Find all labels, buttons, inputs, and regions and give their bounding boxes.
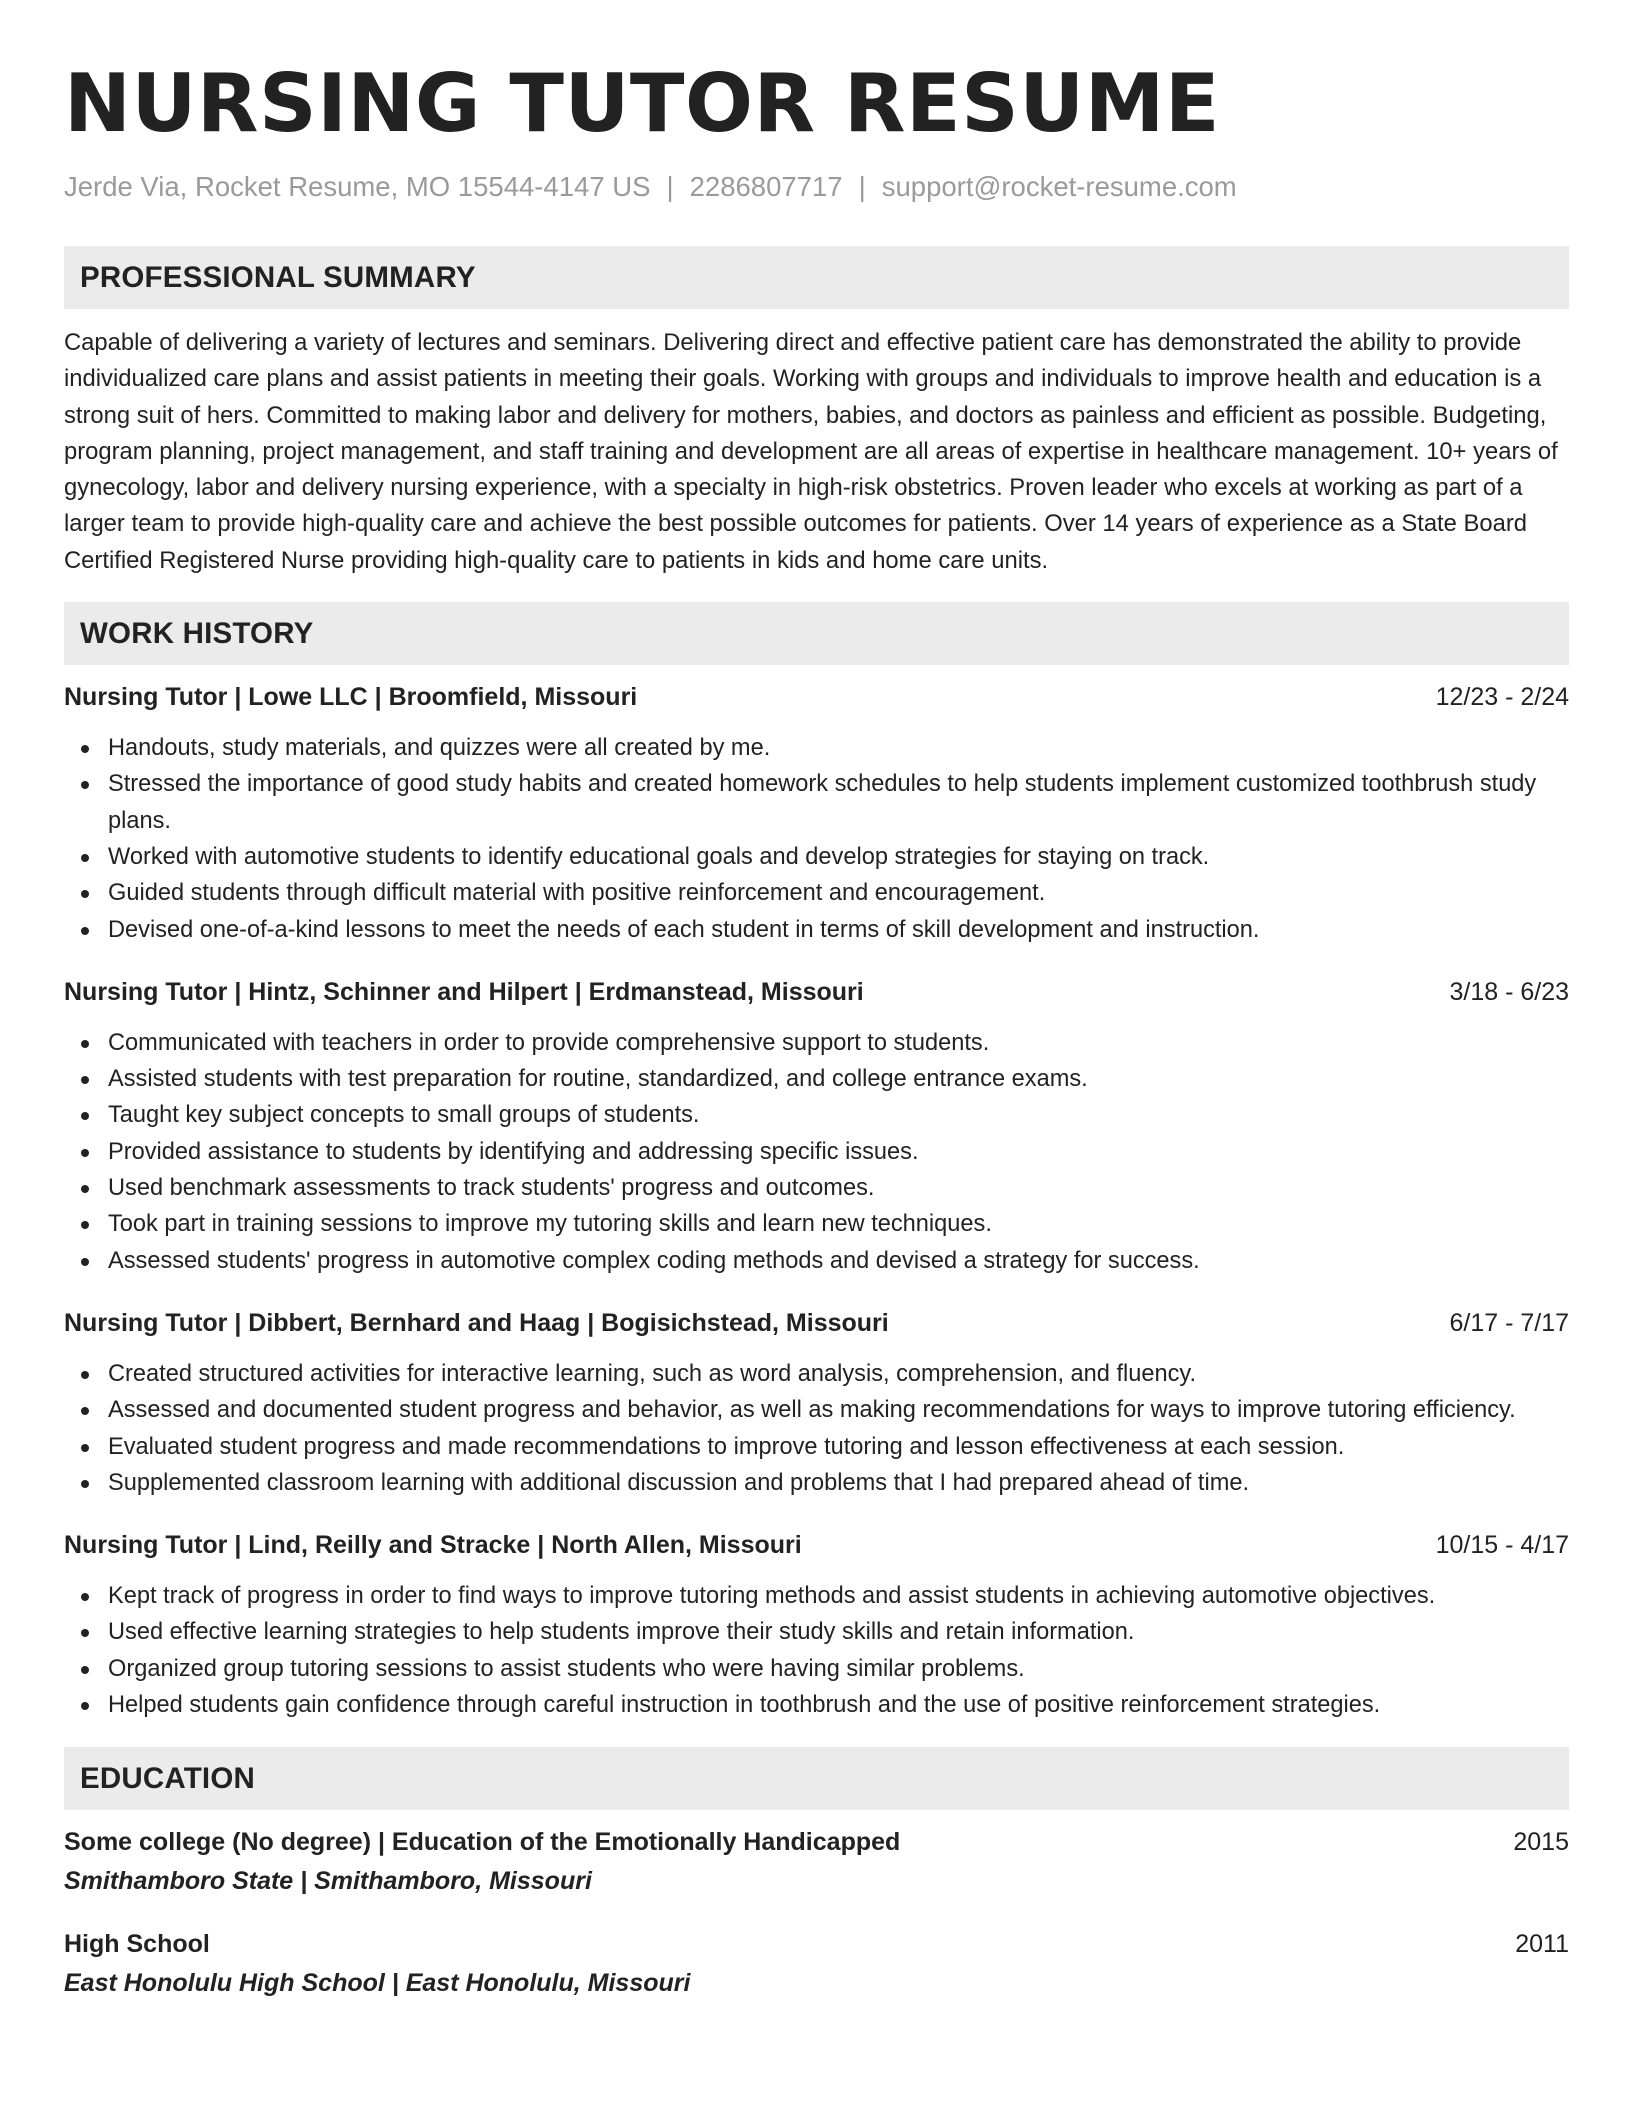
bullet-dot-icon (81, 1258, 89, 1266)
bullet-dot-icon (81, 1371, 89, 1379)
bullet-dot-icon (81, 1444, 89, 1452)
contact-address: Jerde Via, Rocket Resume, MO 15544-4147 US (64, 171, 651, 202)
job-list (64, 679, 1569, 1723)
job-header (64, 974, 1569, 1010)
job-header (64, 679, 1569, 715)
job-bullet (108, 1578, 1569, 1614)
job-bullet-text: Provided assistance to students by identifying and addressing specific issues. (108, 1138, 919, 1165)
bullet-dot-icon (81, 1221, 89, 1229)
job-bullet-text: Stressed the importance of good study habits and created homework schedules to help students implement customized toothbrush study plans. (108, 771, 1537, 834)
section-header-summary: PROFESSIONAL SUMMARY (64, 246, 1569, 309)
job-bullet (108, 1206, 1569, 1242)
job-bullet-text: Helped students gain confidence through careful instruction in toothbrush and the use of positive reinforcement strategies. (108, 1692, 1381, 1719)
education-section (64, 1747, 1569, 2001)
contact-separator: | (666, 171, 674, 202)
section-header-work-history: WORK HISTORY (64, 602, 1569, 665)
education-school: East Honolulu High School | East Honolulu, Missouri (64, 1969, 691, 1998)
job-bullet (108, 766, 1569, 839)
job-bullet (108, 1025, 1569, 1061)
job-bullet (108, 1097, 1569, 1133)
job-bullet-text: Communicated with teachers in order to provide comprehensive support to students. (108, 1029, 990, 1056)
job-entry (64, 974, 1569, 1279)
contact-line (64, 169, 1569, 205)
bullet-dot-icon (81, 781, 89, 789)
job-dates: 3/18 - 6/23 (1449, 977, 1569, 1006)
job-bullet-text: Used effective learning strategies to help students improve their study skills and retain information. (108, 1619, 1135, 1646)
bullet-dot-icon (81, 1666, 89, 1674)
job-bullet-text: Assessed and documented student progress and behavior, as well as making recommendations for ways to improve tutoring efficiency. (108, 1397, 1516, 1424)
job-bullet-list (64, 1356, 1569, 1501)
summary-text: Capable of delivering a variety of lectures and seminars. Delivering direct and effective patient care has demonstrated the ability to provide individualized care plans and assist patients in meeting their goals. Working with groups and individuals to improve health and education is a strong suit of hers. Committed to making labor and delivery for mothers, babies, and doctors as painless and efficient as possible. Budgeting, program planning, project management, and staff training and development are all areas of expertise in healthcare management. 10+ years of gynecology, labor and delivery nursing experience, with a specialty in high-risk obstetrics. Proven leader who excels at working as part of a larger team to provide high-quality care and achieve the best possible outcomes for patients. Over 14 years of experience as a State Board Certified Registered Nurse providing high-quality care to patients in kids and home care units. (64, 329, 1558, 574)
bullet-dot-icon (81, 1407, 89, 1415)
job-bullet-text: Devised one-of-a-kind lessons to meet the needs of each student in terms of skill development and instruction. (108, 916, 1260, 943)
job-dates: 6/17 - 7/17 (1449, 1308, 1569, 1337)
education-year: 2015 (1513, 1828, 1569, 1857)
job-bullet-text: Supplemented classroom learning with additional discussion and problems that I had prepared ahead of time. (108, 1469, 1250, 1496)
job-bullet-text: Evaluated student progress and made recommendations to improve tutoring and lesson effectiveness at each session. (108, 1433, 1345, 1460)
job-bullet (108, 1243, 1569, 1279)
bullet-dot-icon (81, 854, 89, 862)
job-bullet-text: Assisted students with test preparation for routine, standardized, and college entrance exams. (108, 1066, 1088, 1093)
work-history-section (64, 602, 1569, 1723)
job-dates: 12/23 - 2/24 (1435, 683, 1569, 712)
job-header (64, 1305, 1569, 1341)
education-header (64, 1926, 1569, 1962)
bullet-dot-icon (81, 1185, 89, 1193)
contact-phone: 2286807717 (689, 171, 843, 202)
bullet-dot-icon (81, 745, 89, 753)
job-bullet-text: Organized group tutoring sessions to assist students who were having similar problems. (108, 1655, 1025, 1682)
education-entry (64, 1824, 1569, 1899)
bullet-dot-icon (81, 1593, 89, 1601)
job-bullet (108, 839, 1569, 875)
bullet-dot-icon (81, 1040, 89, 1048)
job-bullet (108, 1651, 1569, 1687)
education-year: 2011 (1515, 1930, 1569, 1959)
job-bullet-text: Assessed students' progress in automotive complex coding methods and devised a strategy for success. (108, 1247, 1200, 1274)
job-dates: 10/15 - 4/17 (1435, 1531, 1569, 1560)
job-bullet-list (64, 730, 1569, 948)
job-bullet-list (64, 1578, 1569, 1723)
job-entry (64, 1527, 1569, 1723)
job-bullet (108, 1429, 1569, 1465)
job-bullet (108, 1134, 1569, 1170)
job-bullet (108, 875, 1569, 911)
contact-separator: | (858, 171, 866, 202)
job-bullet (108, 1170, 1569, 1206)
job-bullet-text: Created structured activities for interactive learning, such as word analysis, comprehension, and fluency. (108, 1360, 1197, 1387)
resume-title: NURSING TUTOR RESUME (64, 57, 1221, 150)
job-bullet-text: Kept track of progress in order to find ways to improve tutoring methods and assist students in achieving automotive objectives. (108, 1583, 1436, 1610)
bullet-dot-icon (81, 1076, 89, 1084)
job-bullet-text: Used benchmark assessments to track students' progress and outcomes. (108, 1175, 875, 1202)
bullet-dot-icon (81, 1480, 89, 1488)
job-bullet-text: Guided students through difficult material with positive reinforcement and encouragement. (108, 880, 1046, 907)
job-bullet-text: Taught key subject concepts to small groups of students. (108, 1102, 700, 1129)
bullet-dot-icon (81, 890, 89, 898)
job-bullet (108, 912, 1569, 948)
job-bullet (108, 730, 1569, 766)
job-bullet (108, 1465, 1569, 1501)
job-title: Nursing Tutor | Dibbert, Bernhard and Haag | Bogisichstead, Missouri (64, 1308, 889, 1337)
education-school: Smithamboro State | Smithamboro, Missouri (64, 1867, 592, 1896)
bullet-dot-icon (81, 1702, 89, 1710)
job-entry (64, 1305, 1569, 1501)
job-title: Nursing Tutor | Lowe LLC | Broomfield, Missouri (64, 683, 638, 712)
job-entry (64, 679, 1569, 948)
job-bullet-text: Handouts, study materials, and quizzes were all created by me. (108, 735, 771, 762)
job-title: Nursing Tutor | Lind, Reilly and Stracke | North Allen, Missouri (64, 1531, 802, 1560)
education-header (64, 1824, 1569, 1860)
section-header-education: EDUCATION (64, 1747, 1569, 1810)
job-bullet (108, 1061, 1569, 1097)
education-title: High School (64, 1930, 210, 1959)
bullet-dot-icon (81, 1149, 89, 1157)
job-bullet-text: Worked with automotive students to identify educational goals and develop strategies for staying on track. (108, 843, 1210, 870)
job-bullet (108, 1392, 1569, 1428)
job-bullet (108, 1687, 1569, 1723)
job-title: Nursing Tutor | Hintz, Schinner and Hilpert | Erdmanstead, Missouri (64, 977, 864, 1006)
job-bullet-list (64, 1025, 1569, 1279)
education-list (64, 1824, 1569, 2001)
job-bullet-text: Took part in training sessions to improve my tutoring skills and learn new techniques. (108, 1211, 992, 1238)
contact-email: support@rocket-resume.com (881, 171, 1237, 202)
job-header (64, 1527, 1569, 1563)
bullet-dot-icon (81, 1629, 89, 1637)
bullet-dot-icon (81, 927, 89, 935)
job-bullet (108, 1614, 1569, 1650)
job-bullet (108, 1356, 1569, 1392)
education-title: Some college (No degree) | Education of the Emotionally Handicapped (64, 1828, 901, 1857)
education-entry (64, 1926, 1569, 2001)
bullet-dot-icon (81, 1112, 89, 1120)
